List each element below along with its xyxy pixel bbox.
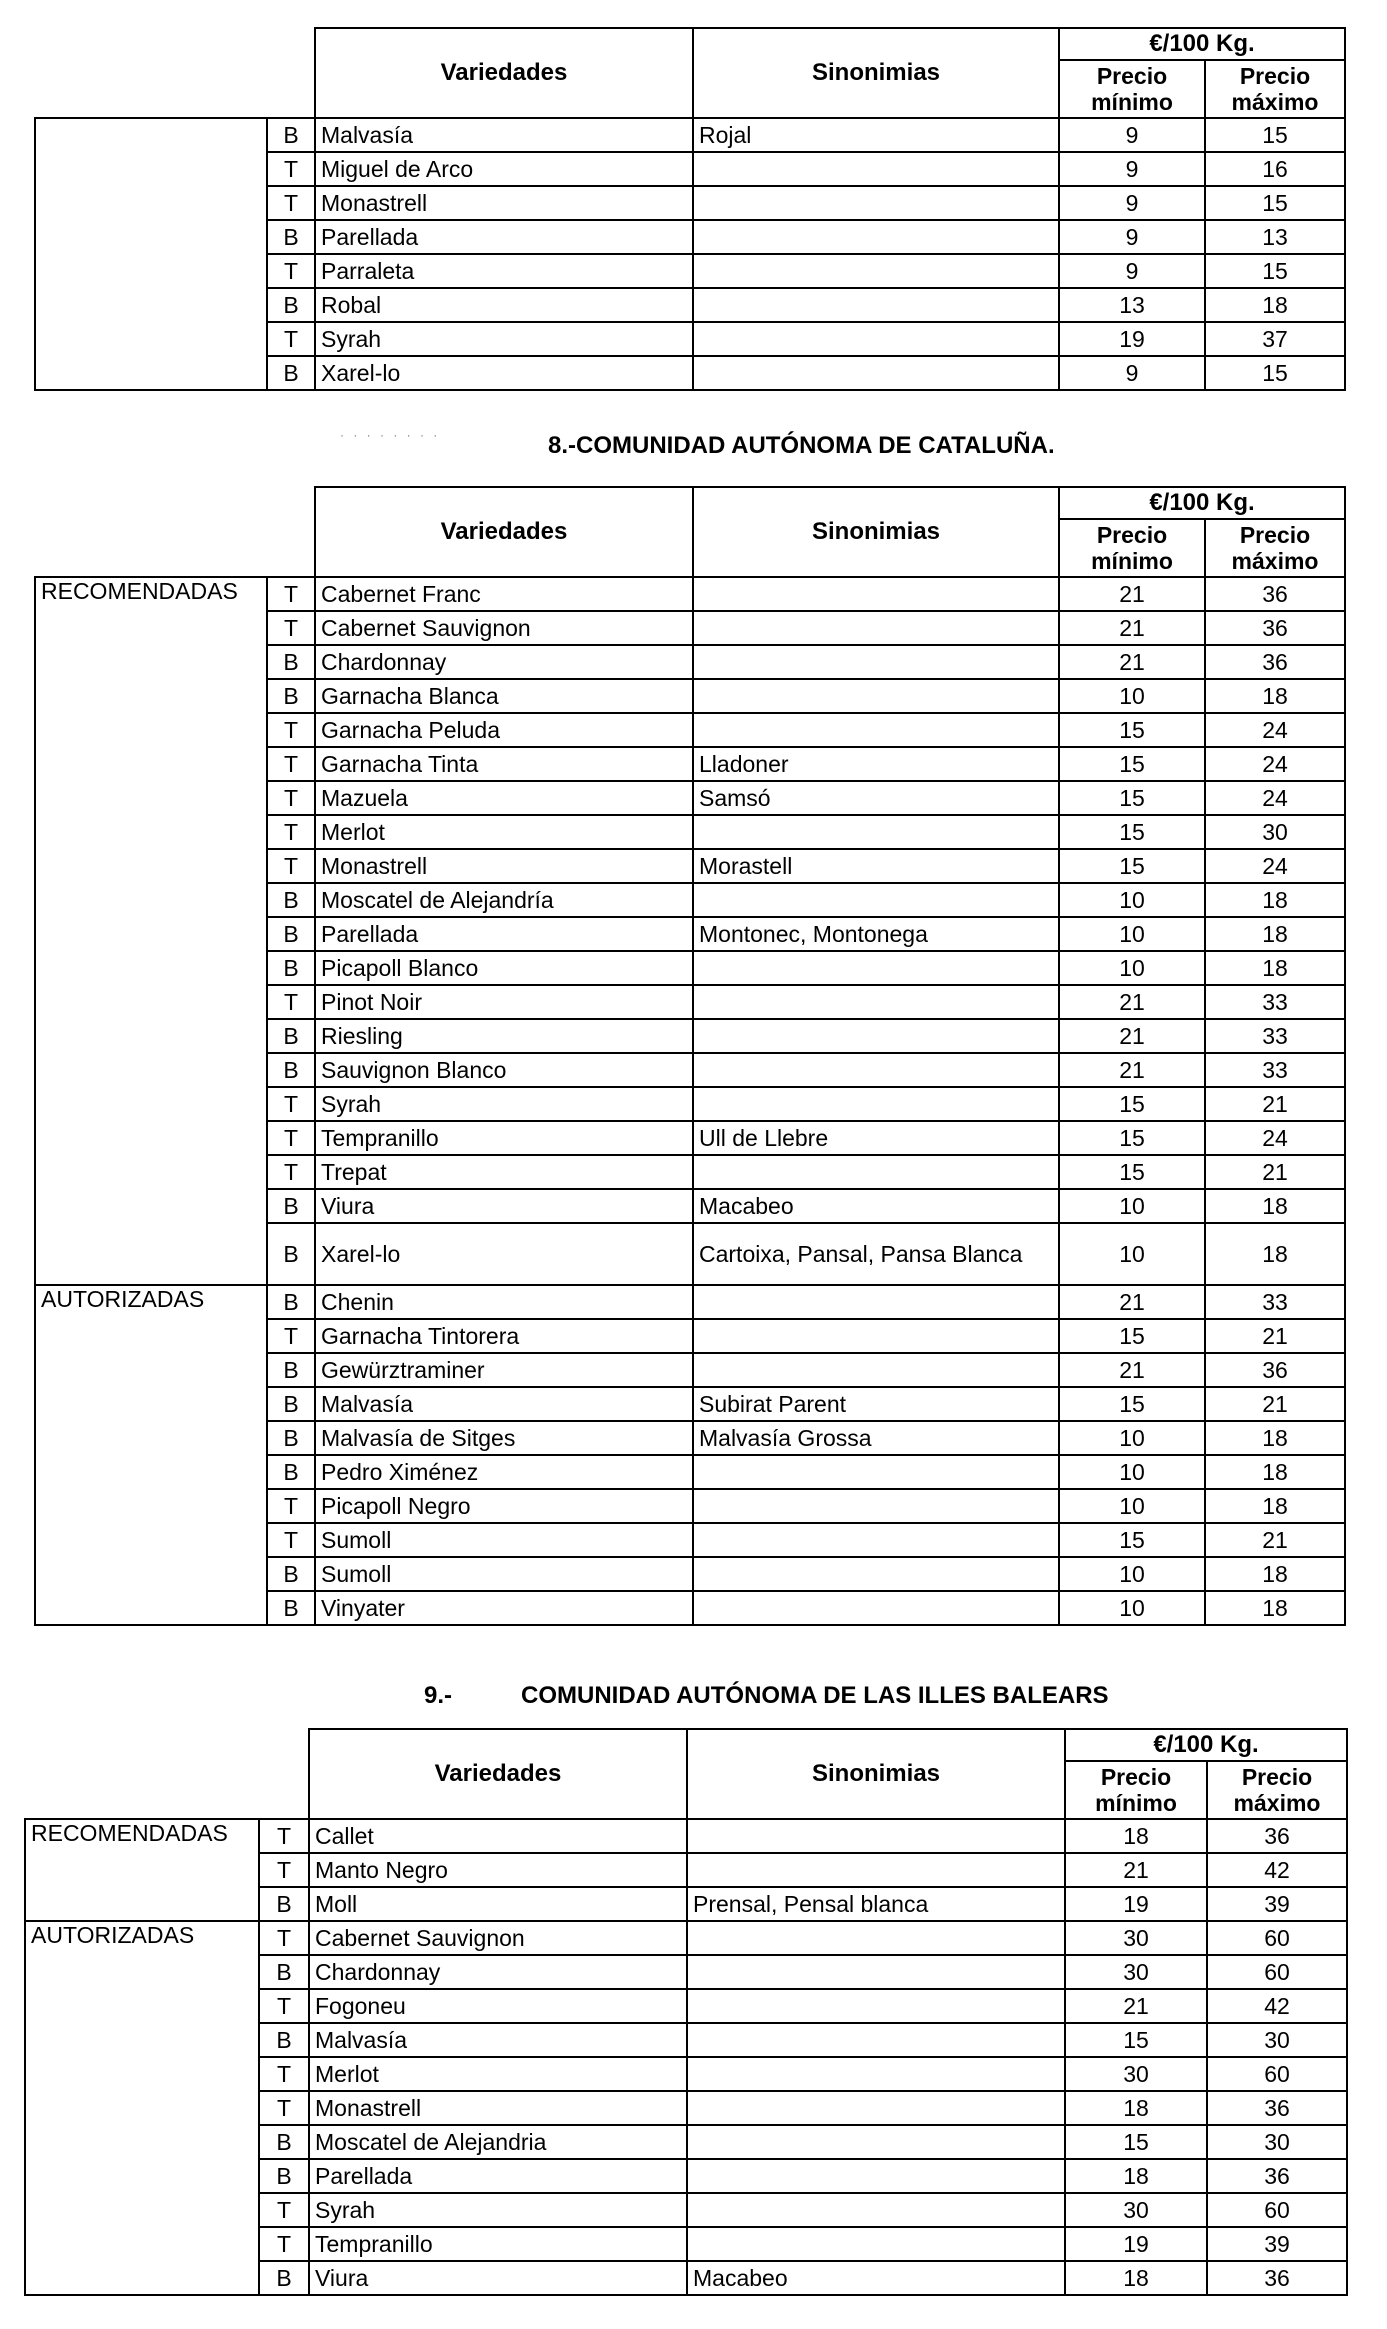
max-price: 30	[1205, 815, 1345, 849]
section-number-baleares: 9.-	[424, 1682, 453, 1709]
min-price: 9	[1059, 186, 1205, 220]
grape-color-code: B	[267, 288, 315, 322]
col-header-max-price: Precio máximo	[1205, 60, 1345, 118]
variety-name: Chardonnay	[315, 645, 693, 679]
variety-name: Chardonnay	[309, 1955, 687, 1989]
max-price: 33	[1205, 1019, 1345, 1053]
max-price: 39	[1207, 1887, 1347, 1921]
variety-name: Xarel-lo	[315, 1223, 693, 1285]
grape-color-code: T	[259, 1989, 309, 2023]
synonym	[693, 322, 1059, 356]
synonym	[693, 186, 1059, 220]
variety-name: Picapoll Negro	[315, 1489, 693, 1523]
max-price: 36	[1205, 645, 1345, 679]
max-price: 60	[1207, 1955, 1347, 1989]
price-table-continuation	[34, 27, 1346, 391]
grape-color-code: B	[267, 1223, 315, 1285]
table-row	[25, 1819, 1347, 1853]
grape-color-code: B	[267, 1353, 315, 1387]
max-price: 36	[1207, 2159, 1347, 2193]
grape-color-code: T	[267, 781, 315, 815]
min-price: 10	[1059, 1489, 1205, 1523]
category-label: RECOMENDADAS	[35, 577, 267, 1285]
synonym	[693, 1353, 1059, 1387]
min-price: 15	[1059, 747, 1205, 781]
variety-name: Picapoll Blanco	[315, 951, 693, 985]
max-price: 42	[1207, 1853, 1347, 1887]
synonym	[693, 883, 1059, 917]
decorative-dots: · · · · · · · ·	[340, 428, 441, 442]
min-price: 19	[1065, 2227, 1207, 2261]
synonym	[693, 1053, 1059, 1087]
max-price: 21	[1205, 1387, 1345, 1421]
synonym	[693, 985, 1059, 1019]
grape-color-code: T	[259, 2193, 309, 2227]
synonym	[693, 1285, 1059, 1319]
max-price: 39	[1207, 2227, 1347, 2261]
variety-name: Malvasía	[315, 1387, 693, 1421]
synonym	[693, 152, 1059, 186]
min-price: 10	[1059, 1421, 1205, 1455]
min-price: 21	[1059, 611, 1205, 645]
max-price: 21	[1205, 1319, 1345, 1353]
variety-name: Tempranillo	[309, 2227, 687, 2261]
min-price: 10	[1059, 1591, 1205, 1625]
synonym	[687, 2227, 1065, 2261]
grape-color-code: T	[259, 2091, 309, 2125]
synonym: Ull de Llebre	[693, 1121, 1059, 1155]
variety-name: Cabernet Franc	[315, 577, 693, 611]
min-price: 13	[1059, 288, 1205, 322]
variety-name: Tempranillo	[315, 1121, 693, 1155]
grape-color-code: B	[267, 118, 315, 152]
variety-name: Garnacha Blanca	[315, 679, 693, 713]
min-price: 21	[1059, 985, 1205, 1019]
max-price: 37	[1205, 322, 1345, 356]
synonym: Samsó	[693, 781, 1059, 815]
min-price: 19	[1059, 322, 1205, 356]
max-price: 18	[1205, 1455, 1345, 1489]
section-title-cataluna: 8.-COMUNIDAD AUTÓNOMA DE CATALUÑA.	[548, 432, 1055, 459]
grape-color-code: B	[267, 1053, 315, 1087]
max-price: 18	[1205, 1223, 1345, 1285]
max-price: 36	[1205, 1353, 1345, 1387]
variety-name: Mazuela	[315, 781, 693, 815]
max-price: 24	[1205, 747, 1345, 781]
variety-name: Monastrell	[315, 849, 693, 883]
grape-color-code: T	[267, 985, 315, 1019]
max-price: 15	[1205, 254, 1345, 288]
grape-color-code: B	[259, 2159, 309, 2193]
grape-color-code: T	[267, 1121, 315, 1155]
grape-color-code: B	[267, 679, 315, 713]
variety-name: Parellada	[315, 917, 693, 951]
variety-name: Xarel-lo	[315, 356, 693, 390]
max-price: 33	[1205, 1285, 1345, 1319]
variety-name: Cabernet Sauvignon	[315, 611, 693, 645]
grape-color-code: T	[259, 2057, 309, 2091]
min-price: 15	[1059, 815, 1205, 849]
variety-name: Viura	[315, 1189, 693, 1223]
grape-color-code: T	[267, 186, 315, 220]
col-header-synonyms: Sinonimias	[693, 487, 1059, 577]
min-price: 10	[1059, 917, 1205, 951]
min-price: 15	[1059, 1523, 1205, 1557]
min-price: 21	[1059, 1019, 1205, 1053]
synonym: Cartoixa, Pansal, Pansa Blanca	[693, 1223, 1059, 1285]
variety-name: Malvasía	[309, 2023, 687, 2057]
variety-name: Malvasía	[315, 118, 693, 152]
price-table-cataluna	[34, 486, 1346, 1626]
col-header-max-price: Precio máximo	[1205, 519, 1345, 577]
synonym	[693, 220, 1059, 254]
synonym	[693, 288, 1059, 322]
max-price: 18	[1205, 883, 1345, 917]
grape-color-code: B	[267, 220, 315, 254]
min-price: 15	[1059, 849, 1205, 883]
grape-color-code: B	[267, 1591, 315, 1625]
min-price: 21	[1059, 577, 1205, 611]
table-row	[35, 118, 1345, 152]
min-price: 30	[1065, 2193, 1207, 2227]
category-label: RECOMENDADAS	[25, 1819, 259, 1921]
max-price: 36	[1205, 577, 1345, 611]
min-price: 18	[1065, 1819, 1207, 1853]
max-price: 18	[1205, 917, 1345, 951]
section-title-baleares: COMUNIDAD AUTÓNOMA DE LAS ILLES BALEARS	[521, 1682, 1109, 1709]
min-price: 21	[1065, 1989, 1207, 2023]
max-price: 30	[1207, 2023, 1347, 2057]
min-price: 19	[1065, 1887, 1207, 1921]
variety-name: Monastrell	[315, 186, 693, 220]
max-price: 18	[1205, 1189, 1345, 1223]
max-price: 18	[1205, 1591, 1345, 1625]
grape-color-code: B	[259, 1887, 309, 1921]
synonym	[693, 1591, 1059, 1625]
variety-name: Sumoll	[315, 1523, 693, 1557]
max-price: 18	[1205, 679, 1345, 713]
max-price: 24	[1205, 713, 1345, 747]
price-table-baleares	[24, 1728, 1348, 2296]
min-price: 10	[1059, 951, 1205, 985]
synonym	[687, 1955, 1065, 1989]
synonym	[693, 1019, 1059, 1053]
variety-name: Garnacha Tintorera	[315, 1319, 693, 1353]
max-price: 13	[1205, 220, 1345, 254]
synonym	[693, 679, 1059, 713]
grape-color-code: T	[267, 1523, 315, 1557]
category-label	[35, 118, 267, 390]
col-header-min-price: Precio mínimo	[1059, 519, 1205, 577]
grape-color-code: T	[267, 1155, 315, 1189]
col-header-synonyms: Sinonimias	[693, 28, 1059, 118]
synonym	[693, 254, 1059, 288]
synonym	[693, 1155, 1059, 1189]
max-price: 60	[1207, 2193, 1347, 2227]
min-price: 15	[1059, 1155, 1205, 1189]
min-price: 18	[1065, 2091, 1207, 2125]
max-price: 16	[1205, 152, 1345, 186]
synonym	[693, 356, 1059, 390]
synonym	[687, 2023, 1065, 2057]
col-header-min-price: Precio mínimo	[1059, 60, 1205, 118]
grape-color-code: T	[267, 322, 315, 356]
grape-color-code: T	[267, 1489, 315, 1523]
variety-name: Syrah	[309, 2193, 687, 2227]
synonym	[693, 951, 1059, 985]
variety-name: Garnacha Peluda	[315, 713, 693, 747]
min-price: 10	[1059, 883, 1205, 917]
variety-name: Cabernet Sauvignon	[309, 1921, 687, 1955]
col-header-unit: €/100 Kg.	[1059, 487, 1345, 519]
grape-color-code: T	[267, 815, 315, 849]
min-price: 15	[1059, 1087, 1205, 1121]
variety-name: Malvasía de Sitges	[315, 1421, 693, 1455]
max-price: 36	[1207, 2261, 1347, 2295]
min-price: 9	[1059, 254, 1205, 288]
min-price: 15	[1059, 1121, 1205, 1155]
min-price: 21	[1059, 1353, 1205, 1387]
min-price: 10	[1059, 679, 1205, 713]
synonym	[693, 815, 1059, 849]
min-price: 15	[1059, 1387, 1205, 1421]
grape-color-code: B	[267, 1189, 315, 1223]
grape-color-code: B	[259, 1955, 309, 1989]
grape-color-code: B	[267, 917, 315, 951]
synonym	[687, 1853, 1065, 1887]
grape-color-code: B	[259, 2261, 309, 2295]
min-price: 15	[1059, 1319, 1205, 1353]
min-price: 21	[1059, 645, 1205, 679]
max-price: 15	[1205, 118, 1345, 152]
col-header-varieties: Variedades	[315, 28, 693, 118]
max-price: 18	[1205, 1557, 1345, 1591]
max-price: 60	[1207, 2057, 1347, 2091]
synonym: Macabeo	[687, 2261, 1065, 2295]
max-price: 36	[1207, 1819, 1347, 1853]
synonym: Rojal	[693, 118, 1059, 152]
variety-name: Manto Negro	[309, 1853, 687, 1887]
min-price: 10	[1059, 1223, 1205, 1285]
max-price: 24	[1205, 1121, 1345, 1155]
synonym	[687, 2091, 1065, 2125]
min-price: 9	[1059, 152, 1205, 186]
col-header-min-price: Precio mínimo	[1065, 1761, 1207, 1819]
variety-name: Monastrell	[309, 2091, 687, 2125]
synonym: Lladoner	[693, 747, 1059, 781]
min-price: 10	[1059, 1455, 1205, 1489]
max-price: 24	[1205, 781, 1345, 815]
table-row	[25, 1921, 1347, 1955]
variety-name: Pinot Noir	[315, 985, 693, 1019]
min-price: 15	[1059, 781, 1205, 815]
col-header-varieties: Variedades	[309, 1729, 687, 1819]
table-row	[35, 577, 1345, 611]
synonym: Montonec, Montonega	[693, 917, 1059, 951]
variety-name: Miguel de Arco	[315, 152, 693, 186]
max-price: 15	[1205, 356, 1345, 390]
variety-name: Callet	[309, 1819, 687, 1853]
variety-name: Syrah	[315, 322, 693, 356]
max-price: 15	[1205, 186, 1345, 220]
synonym	[693, 1523, 1059, 1557]
min-price: 30	[1065, 1921, 1207, 1955]
variety-name: Trepat	[315, 1155, 693, 1189]
min-price: 10	[1059, 1557, 1205, 1591]
col-header-max-price: Precio máximo	[1207, 1761, 1347, 1819]
variety-name: Sumoll	[315, 1557, 693, 1591]
grape-color-code: T	[259, 1921, 309, 1955]
variety-name: Viura	[309, 2261, 687, 2295]
synonym	[693, 645, 1059, 679]
max-price: 30	[1207, 2125, 1347, 2159]
synonym: Macabeo	[693, 1189, 1059, 1223]
variety-name: Fogoneu	[309, 1989, 687, 2023]
max-price: 18	[1205, 951, 1345, 985]
grape-color-code: B	[267, 356, 315, 390]
min-price: 30	[1065, 2057, 1207, 2091]
variety-name: Syrah	[315, 1087, 693, 1121]
min-price: 18	[1065, 2159, 1207, 2193]
min-price: 9	[1059, 118, 1205, 152]
min-price: 15	[1065, 2023, 1207, 2057]
grape-color-code: B	[259, 2125, 309, 2159]
min-price: 21	[1065, 1853, 1207, 1887]
max-price: 33	[1205, 985, 1345, 1019]
synonym	[687, 1819, 1065, 1853]
category-label: AUTORIZADAS	[35, 1285, 267, 1625]
min-price: 30	[1065, 1955, 1207, 1989]
grape-color-code: B	[267, 951, 315, 985]
synonym	[693, 1489, 1059, 1523]
grape-color-code: B	[267, 883, 315, 917]
synonym: Subirat Parent	[693, 1387, 1059, 1421]
variety-name: Moscatel de Alejandría	[315, 883, 693, 917]
grape-color-code: B	[267, 1387, 315, 1421]
variety-name: Pedro Ximénez	[315, 1455, 693, 1489]
variety-name: Gewürztraminer	[315, 1353, 693, 1387]
min-price: 18	[1065, 2261, 1207, 2295]
col-header-unit: €/100 Kg.	[1059, 28, 1345, 60]
grape-color-code: B	[267, 1455, 315, 1489]
synonym	[693, 1087, 1059, 1121]
col-header-varieties: Variedades	[315, 487, 693, 577]
max-price: 18	[1205, 288, 1345, 322]
synonym	[687, 2193, 1065, 2227]
col-header-unit: €/100 Kg.	[1065, 1729, 1347, 1761]
variety-name: Merlot	[315, 815, 693, 849]
variety-name: Robal	[315, 288, 693, 322]
synonym	[693, 611, 1059, 645]
grape-color-code: B	[267, 1421, 315, 1455]
synonym: Morastell	[693, 849, 1059, 883]
variety-name: Chenin	[315, 1285, 693, 1319]
grape-color-code: T	[267, 849, 315, 883]
synonym	[687, 2125, 1065, 2159]
grape-color-code: B	[267, 1285, 315, 1319]
max-price: 24	[1205, 849, 1345, 883]
min-price: 21	[1059, 1285, 1205, 1319]
grape-color-code: T	[259, 1853, 309, 1887]
max-price: 21	[1205, 1523, 1345, 1557]
max-price: 36	[1205, 611, 1345, 645]
synonym: Prensal, Pensal blanca	[687, 1887, 1065, 1921]
synonym	[693, 1557, 1059, 1591]
grape-color-code: T	[267, 1087, 315, 1121]
variety-name: Riesling	[315, 1019, 693, 1053]
variety-name: Parellada	[315, 220, 693, 254]
variety-name: Vinyater	[315, 1591, 693, 1625]
synonym	[693, 1455, 1059, 1489]
min-price: 15	[1059, 713, 1205, 747]
max-price: 36	[1207, 2091, 1347, 2125]
max-price: 33	[1205, 1053, 1345, 1087]
grape-color-code: B	[259, 2023, 309, 2057]
synonym	[687, 1989, 1065, 2023]
grape-color-code: B	[267, 1557, 315, 1591]
grape-color-code: T	[259, 2227, 309, 2261]
min-price: 10	[1059, 1189, 1205, 1223]
grape-color-code: T	[267, 747, 315, 781]
synonym	[687, 1921, 1065, 1955]
variety-name: Garnacha Tinta	[315, 747, 693, 781]
max-price: 60	[1207, 1921, 1347, 1955]
synonym	[693, 1319, 1059, 1353]
grape-color-code: T	[259, 1819, 309, 1853]
min-price: 9	[1059, 356, 1205, 390]
category-label: AUTORIZADAS	[25, 1921, 259, 2295]
grape-color-code: T	[267, 254, 315, 288]
synonym	[687, 2159, 1065, 2193]
max-price: 18	[1205, 1489, 1345, 1523]
grape-color-code: B	[267, 1019, 315, 1053]
synonym: Malvasía Grossa	[693, 1421, 1059, 1455]
max-price: 18	[1205, 1421, 1345, 1455]
synonym	[693, 713, 1059, 747]
variety-name: Parellada	[309, 2159, 687, 2193]
variety-name: Sauvignon Blanco	[315, 1053, 693, 1087]
grape-color-code: B	[267, 645, 315, 679]
min-price: 21	[1059, 1053, 1205, 1087]
max-price: 21	[1205, 1155, 1345, 1189]
grape-color-code: T	[267, 1319, 315, 1353]
grape-color-code: T	[267, 713, 315, 747]
variety-name: Moll	[309, 1887, 687, 1921]
col-header-synonyms: Sinonimias	[687, 1729, 1065, 1819]
grape-color-code: T	[267, 577, 315, 611]
grape-color-code: T	[267, 152, 315, 186]
max-price: 42	[1207, 1989, 1347, 2023]
table-row	[35, 1285, 1345, 1319]
min-price: 9	[1059, 220, 1205, 254]
synonym	[693, 577, 1059, 611]
max-price: 21	[1205, 1087, 1345, 1121]
grape-color-code: T	[267, 611, 315, 645]
variety-name: Moscatel de Alejandria	[309, 2125, 687, 2159]
synonym	[687, 2057, 1065, 2091]
variety-name: Merlot	[309, 2057, 687, 2091]
variety-name: Parraleta	[315, 254, 693, 288]
min-price: 15	[1065, 2125, 1207, 2159]
